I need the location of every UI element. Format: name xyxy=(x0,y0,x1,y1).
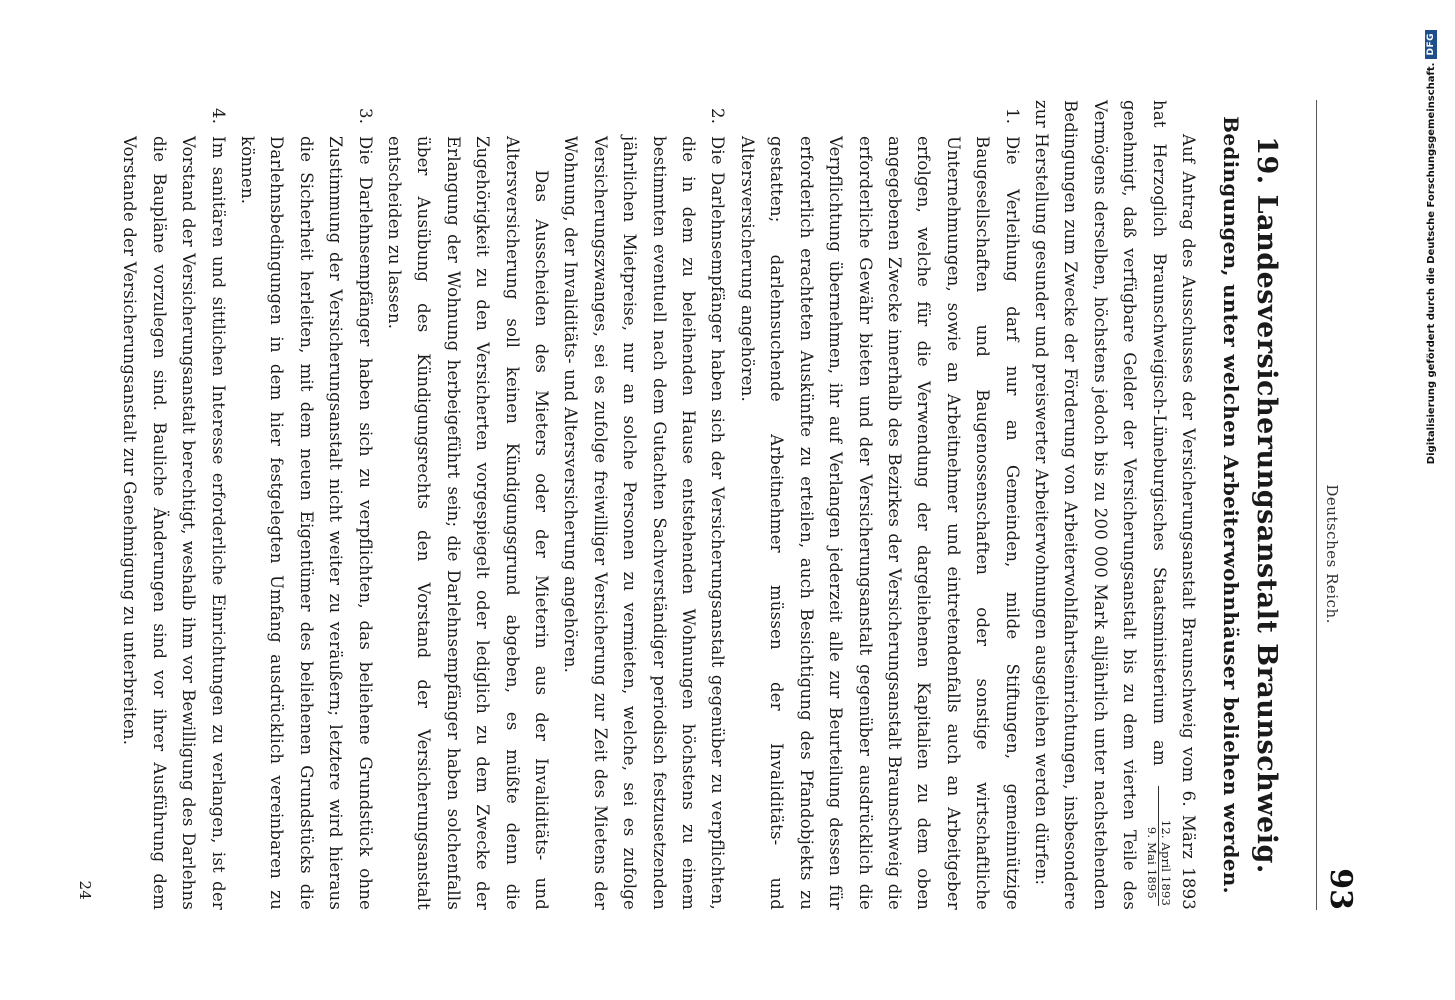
condition-item xyxy=(232,100,379,910)
document-page xyxy=(75,60,1368,940)
condition-text: Im sanitären und sittlichen Interesse erforderliche Einrichtungen zu verlangen, ist der Vorstand der Versicherungsanstalt berechtigt, weshalb ihm vor Bewilligung des Darlehns die Baupläne vorzulegen sind. Bauliche Änderungen sind vor ihrer Ausführung dem Vorstande der Versicherungsanstalt zur Genehmigung zu unterbreiten. xyxy=(119,136,228,910)
intro-text-a: Auf Antrag des Ausschusses der Versicherungsanstalt Braunschweig vom 6. März 1893 hat Herzoglich Braunschweigisch-Lüneburgisches Staatsministerium am xyxy=(1149,100,1198,910)
body-text xyxy=(69,100,1202,910)
condition-text: Die Verleihung darf nur an Gemeinden, milde Stiftungen, gemeinnützige Baugesellschaften und Baugenossenschaften oder sonstige wirtschaftliche Unternehmungen, sowie an Arbeitnehmer und eintretendenfalls auch an Arbeitgeber erfolgen, welche für die Verwendung der dargeliehenen Kapitalien zu dem oben angegebenen Zwecke innerhalb des Bezirkes der Versicherungsanstalt Braunschweig die erforderliche Gewähr bieten und der Versicherungsanstalt gegenüber ausdrücklich die Verpflichtung übernehmen, ihr auf Verlangen jederzeit alle zur Beurteilung dessen für erforderlich erachteten Auskünfte zu erteilen, auch Besichtigung des Pfandobjekts zu gestatten; darlehnsuchende Arbeitnehmer müssen der Invaliditäts- und Altersversicherung angehören. xyxy=(737,136,1022,910)
digitization-note xyxy=(1411,30,1451,990)
section-title: 19. Landesversicherungsanstalt Braunschweig. xyxy=(1250,136,1282,874)
approval-date-bottom: 9. Mai 1895 xyxy=(1144,826,1159,899)
intro-text-b: genehmigt, daß verfügbare Gelder der Versicherungsanstalt bis zu dem vierten Teile des Vermögens derselben, höchstens jedoch bis zu 200 000 Mark alljährlich unter nachstehenden Bedingungen zum Zwecke der Förderung von Arbeiterwohlfahrtseinrichtungen, insbesondere zur Herstellung gesunder und preiswerter Arbeiterwohnungen ausgeliehen werden dürfen: xyxy=(1031,100,1139,910)
condition-item xyxy=(114,100,232,910)
dfg-logo: DFG xyxy=(1425,30,1437,59)
condition-text: Die Darlehnsempfänger haben sich der Versicherungsanstalt gegenüber zu verpflichten, die in dem zu beleihenden Hause entstehenden Wohnungen höchstens zu einem bestimmten eventuell nach dem Gutachten Sachverständiger periodisch festzusetzenden jährlichen Mietpreise, nur an solche Personen zu vermieten, welche, sei es zufolge Versicherungszwanges, sei es zufolge freiwilliger Versicherung zur Zeit des Mietens der Wohnung, der Invaliditäts- und Altersversicherung angehören. xyxy=(560,136,727,910)
running-head-country: Deutsches Reich. xyxy=(1322,484,1341,624)
section-subtitle: Bedingungen, unter welchen Arbeiterwohnhäuser beliehen werden. xyxy=(1218,116,1243,894)
condition-number: 3. xyxy=(355,108,375,125)
condition-number: 2. xyxy=(708,108,727,125)
running-head xyxy=(1316,100,1358,910)
signature-mark: 24 xyxy=(75,880,94,900)
page-number: 93 xyxy=(1322,868,1358,910)
condition-continuation: Das Ausscheiden des Mieters oder der Mieterin aus der Invaliditäts- und Altersversicherung soll keinen Kündigungsgrund abgeben, es müßte denn die Zugehörigkeit zu den Versicherten vorgespiegelt oder lediglich zu dem Zwecke der Erlangung der Wohnung herbeigeführt sein; die Darlehnsempfänger haben solchenfalls über Ausübung des Kündigungsrechts den Vorstand der Versicherungsanstalt entscheiden zu lassen. xyxy=(384,136,551,910)
approval-date-top: 12. April 1893 xyxy=(1157,786,1171,906)
condition-text: Die Darlehnsempfänger haben sich zu verpflichten, das beliehene Grundstück ohne Zustimmung der Versicherungsanstalt nicht weiter zu veräußern; letztere wird hieraus die Sicherheit herleiten, mit dem neuen Eigentümer des beliehenen Grundstücks die Darlehnsbedingungen in dem hier festgelegten Umfang ausdrücklich vereinbaren zu können. xyxy=(237,136,375,910)
approval-dates xyxy=(1144,786,1171,906)
condition-item xyxy=(379,100,732,910)
condition-number: 4. xyxy=(208,108,228,125)
condition-item xyxy=(732,100,1026,910)
intro-paragraph xyxy=(1026,100,1202,910)
conditions-list xyxy=(114,100,1026,910)
condition-number: 1. xyxy=(1002,108,1022,125)
digitization-note-text: Digitalisierung gefördert durch die Deutsche Forschungsgemeinschaft. xyxy=(1425,62,1437,465)
